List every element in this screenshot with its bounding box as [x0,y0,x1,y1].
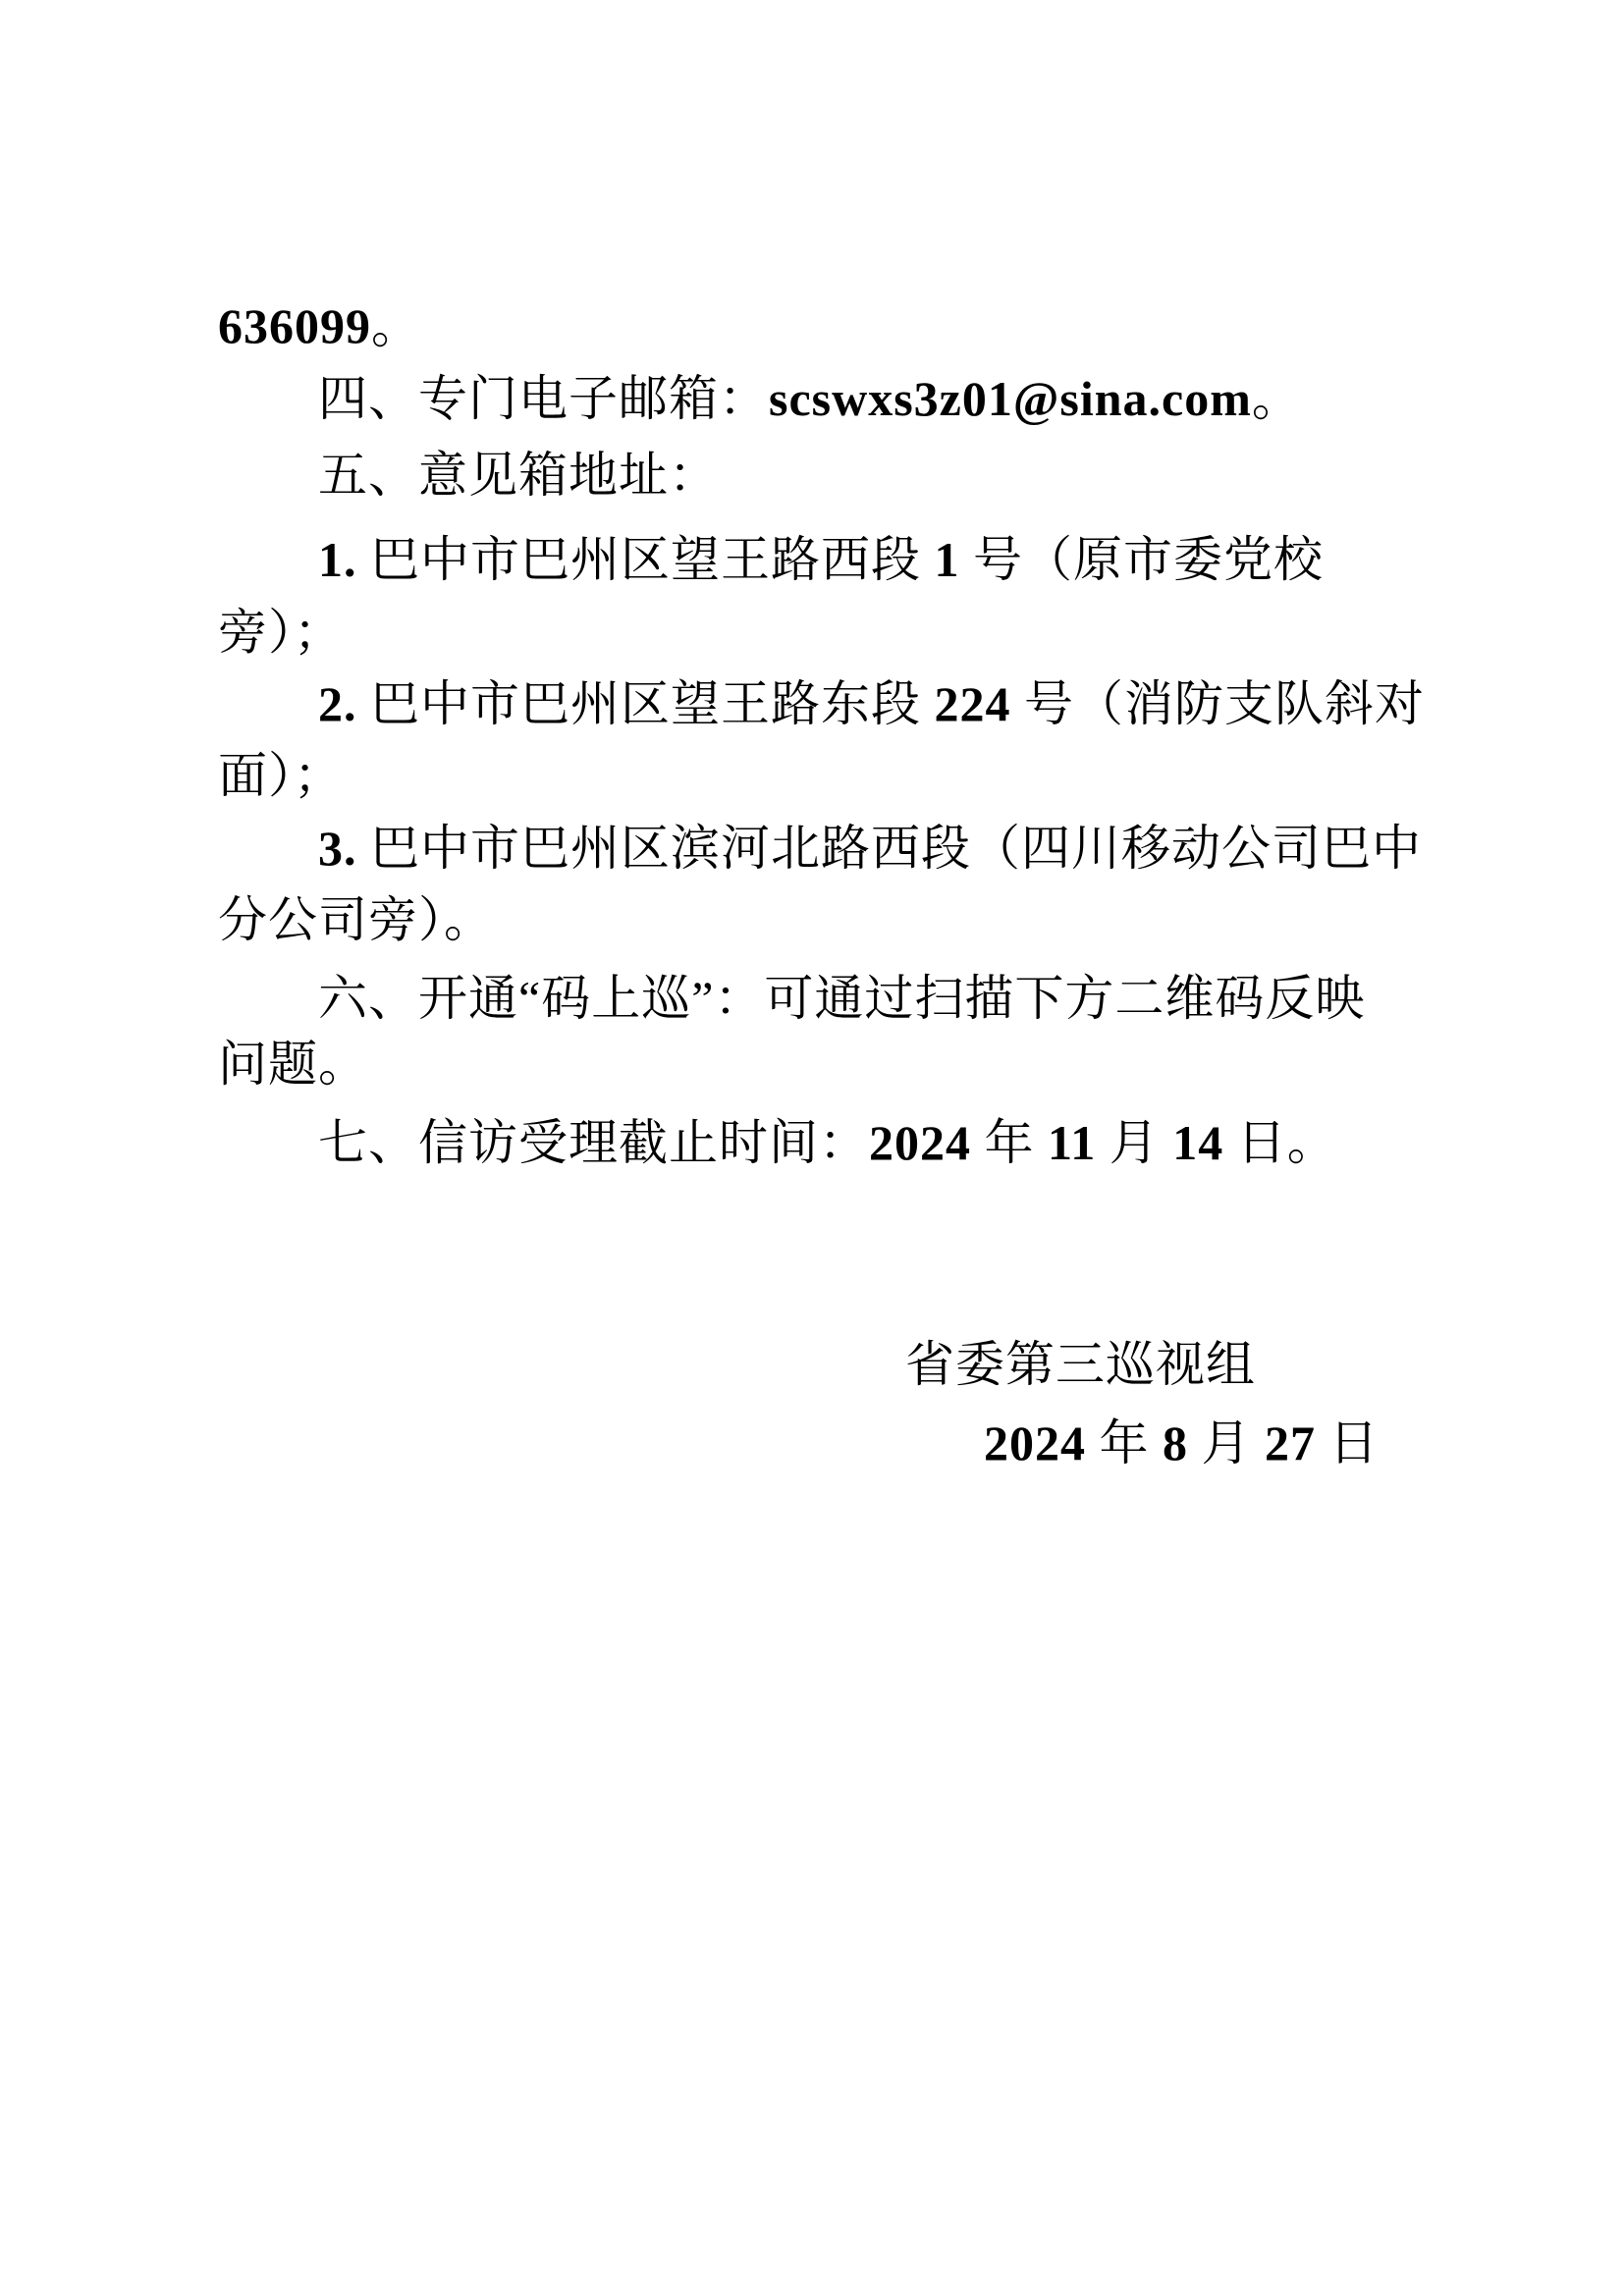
text-run: 分公司旁）。 [218,892,494,947]
text-run: 巴中市巴州区滨河北路西段（四川移动公司巴中 [356,821,1422,876]
line-item6-qrcode-b [218,1039,368,1091]
list-number: 2. [318,676,357,731]
line-address-2a [318,678,1425,730]
text-run: 号（消防支队斜对 [1010,676,1425,731]
line-item6-qrcode-a [318,973,1365,1025]
text-run: 27 [1265,1415,1316,1470]
text-run: 。 [1251,371,1302,426]
text-run: 14 [1172,1115,1224,1170]
text-run: 年 [971,1115,1048,1170]
line-address-1a [318,534,1324,586]
text-run: 省委第三巡视组 [905,1337,1256,1392]
text-run: 。 [371,298,421,353]
text-run: 七、信访受理截止时间： [318,1115,869,1170]
text-run: 2024 [984,1415,1086,1470]
text-run: 636099 [218,298,371,353]
text-run: 旁）； [218,605,344,660]
text-run: 日 [1316,1415,1380,1470]
text-run: 月 [1188,1415,1265,1470]
text-run: 巴中市巴州区望王路西段 [356,532,935,587]
text-run: 2024 [869,1115,971,1170]
text-run: 六、开通“码上巡”：可通过扫描下方二维码反映 [318,971,1366,1026]
text-run: 日。 [1223,1115,1337,1170]
list-number: 1. [318,532,357,587]
text-run: 1 [934,532,960,587]
text-run: 224 [934,676,1011,731]
text-run: 年 [1086,1415,1163,1470]
signature-org [905,1339,1256,1391]
line-address-2b [218,750,344,802]
line-address-3a [318,823,1422,875]
line-item7-deadline [318,1117,1337,1169]
line-address-3b [218,894,494,946]
line-address-1b [218,607,344,659]
text-run: 巴中市巴州区望王路东段 [356,676,935,731]
text-run: 问题。 [218,1037,368,1092]
email-address: scswxs3z01@sina.com [769,371,1252,426]
text-run: 8 [1163,1415,1188,1470]
line-item4-email [318,373,1302,425]
signature-date [984,1417,1380,1469]
text-run: 号（原市委党校 [959,532,1324,587]
line-item5-header [318,450,719,502]
list-number: 3. [318,821,357,876]
line-postal-code [218,300,421,352]
text-run: 五、意见箱地址： [318,448,719,503]
text-run: 11 [1048,1115,1097,1170]
text-run: 月 [1096,1115,1173,1170]
text-run: 四、专门电子邮箱： [318,371,769,426]
text-run: 面）； [218,748,344,803]
